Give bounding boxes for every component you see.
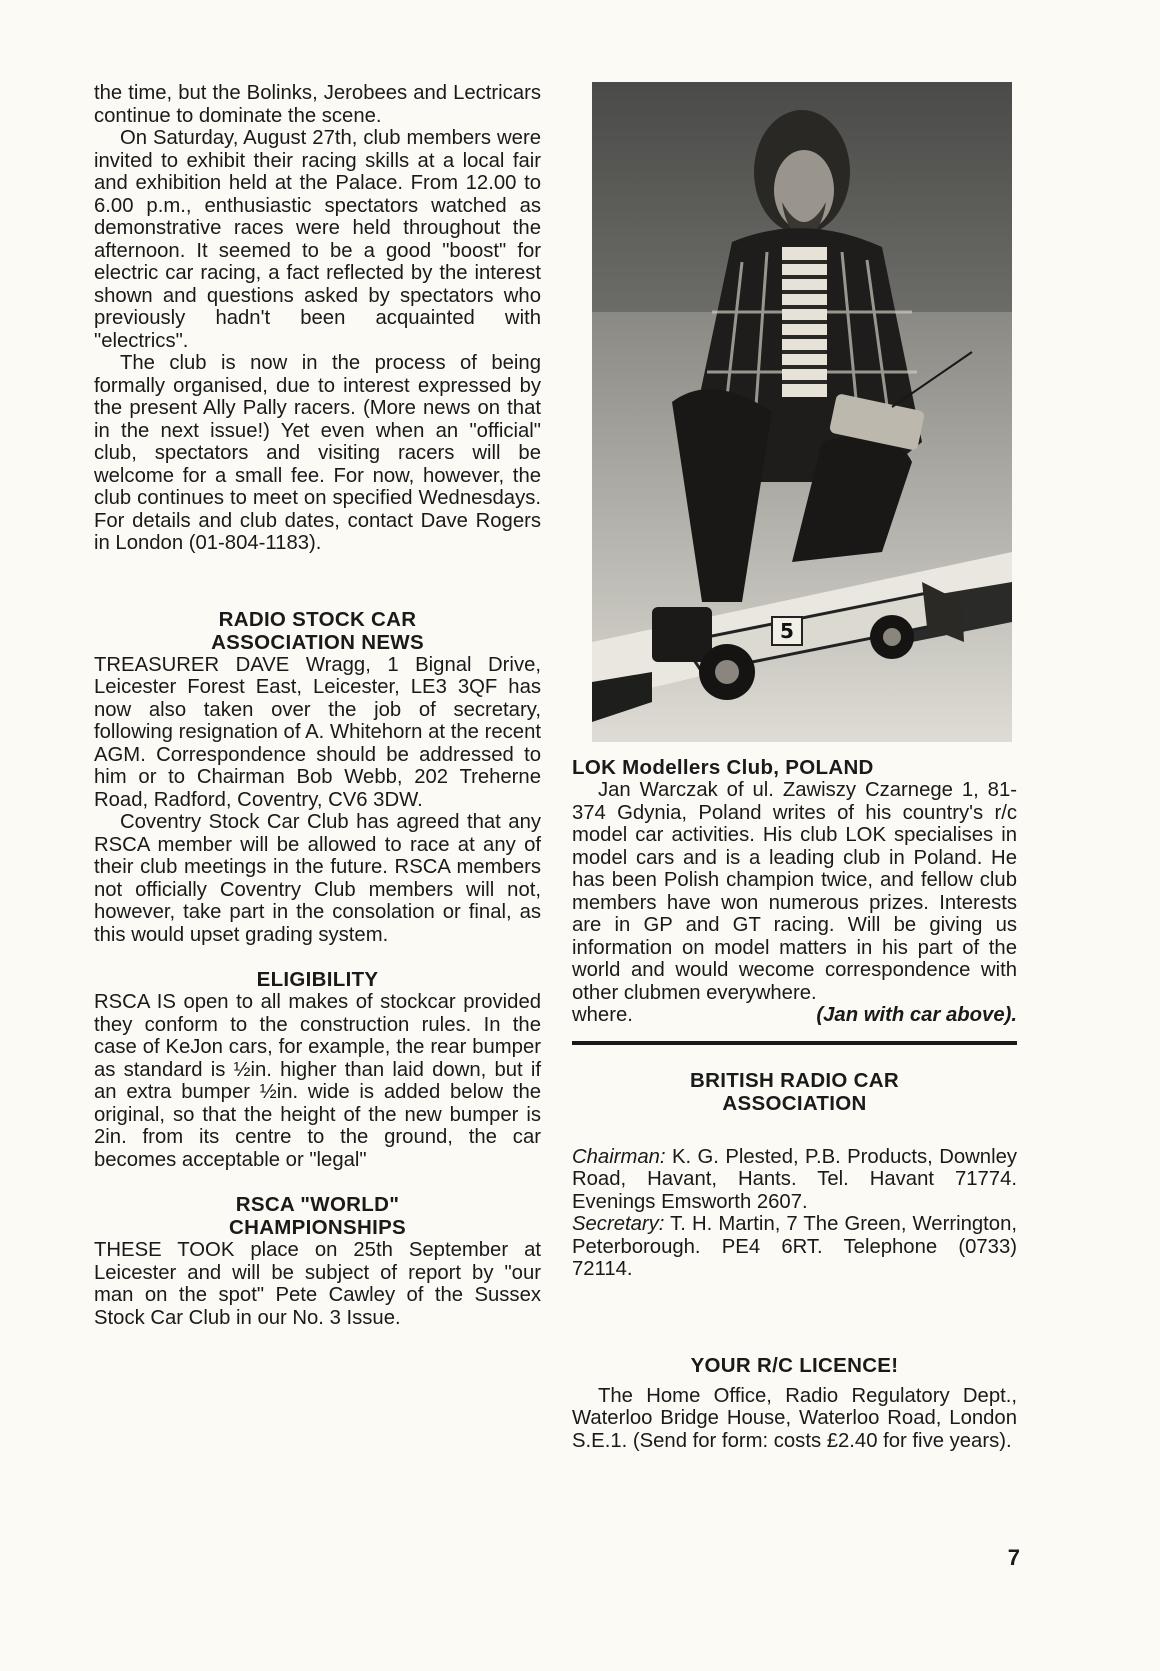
lok-heading: LOK Modellers Club, POLAND [572, 756, 874, 779]
brca-chairman [572, 1146, 1017, 1214]
photo-jan-with-car [592, 82, 1012, 742]
intro-paragraph: the time, but the Bolinks, Jerobees and Lectricars continue to dominate the scene. [94, 82, 541, 127]
lok-photo-caption: (Jan with car above). [816, 1004, 1017, 1026]
lok-last-word: where. [572, 1004, 633, 1026]
world-championships-paragraph: THESE TOOK place on 25th September at Leicester and will be subject of report by "our man on the spot" Pete Cawley of the Sussex Stock Car Club in our No. 3 Issue. [94, 1239, 541, 1329]
right-column [572, 82, 1017, 1452]
intro-section [94, 82, 541, 555]
photo-illustration [592, 82, 1012, 742]
eligibility-paragraph: RSCA IS open to all makes of stockcar provided they conform to the construction rules. In the case of KeJon cars, for example, the rear bumper as standard is ½in. higher than laid down, but if an extra bumper ½in. wide is added below the original, so that the height of the new bumper is 2in. from its centre to the ground, the car becomes acceptable or "legal" [94, 991, 541, 1171]
intro-paragraph: On Saturday, August 27th, club members were invited to exhibit their racing skills at a local fair and exhibition held at the Palace. From 12.00 to 6.00 p.m., enthusiastic spectators watched as demonstrative races were held throughout the afternoon. It seemed to be a good "boost" for electric car racing, a fact reflected by the interest shown and questions asked by spectators who previously hadn't been acquainted with "electrics". [94, 127, 541, 352]
brca-heading: BRITISH RADIO CAR ASSOCIATION [690, 1068, 899, 1115]
licence-paragraph: The Home Office, Radio Regulatory Dept., Waterloo Bridge House, Waterloo Road, London S.E.1. (Send for form: costs £2.40 for five years). [572, 1384, 1017, 1452]
world-championships-heading: RSCA "WORLD" CHAMPIONSHIPS [228, 1193, 407, 1239]
rsca-heading: RADIO STOCK CAR ASSOCIATION NEWS [211, 607, 424, 654]
rsca-paragraph: TREASURER DAVE Wragg, 1 Bignal Drive, Leicester Forest East, Leicester, LE3 3QF has now also taken over the job of secretary, following resignation of A. Whitehorn at the recent AGM. Correspondence should be addressed to him or to Chairman Bob Webb, 202 Treherne Road, Radford, Coventry, CV6 3DW. [94, 653, 541, 811]
lok-caption-line [572, 1004, 1017, 1027]
intro-paragraph: The club is now in the process of being formally organised, due to interest expressed by the present Ally Pally racers. (More news on that in the next issue!) Yet even when an "official" club, spectators and visiting racers will be welcome for a small fee. For now, however, the club continues to meet on specified Wednesdays. For details and club dates, contact Dave Rogers in London (01-804-1183). [94, 352, 541, 554]
brca-chairman-label: Chairman: [572, 1145, 666, 1168]
licence-heading: YOUR R/C LICENCE! [690, 1353, 899, 1377]
section-divider [572, 1041, 1017, 1045]
brca-chairman-text: K. G. Plested, P.B. Products, Downley Road, Havant, Hants. Tel. Havant 71774. Evenings Emsworth 2607. [572, 1145, 1017, 1213]
brca-secretary-text: T. H. Martin, 7 The Green, Werrington, Peterborough. PE4 6RT. Telephone (0733) 72114. [572, 1213, 1017, 1280]
rsca-paragraph: Coventry Stock Car Club has agreed that any RSCA member will be allowed to race at any of their club meetings in the future. RSCA members not officially Coventry Club members will not, however, take part in the consolation or final, as this would upset grading system. [94, 811, 541, 946]
left-column [94, 82, 541, 1329]
lok-paragraph: Jan Warczak of ul. Zawiszy Czarnege 1, 81-374 Gdynia, Poland writes of his country's r/c model car activities. His club LOK specialises in model cars and is a leading club in Poland. He has been Polish champion twice, and fellow club members have won numerous prizes. Interests are in GP and GT racing. Will be giving us information on model matters in his part of the world and would wecome correspondence with other clubmen everywhere. [572, 779, 1017, 1004]
car-number: 5 [780, 619, 794, 643]
eligibility-heading: ELIGIBILITY [256, 968, 379, 991]
page-number: 7 [1007, 1545, 1020, 1570]
brca-secretary-label: Secretary: [572, 1213, 665, 1235]
brca-secretary [572, 1213, 1017, 1281]
